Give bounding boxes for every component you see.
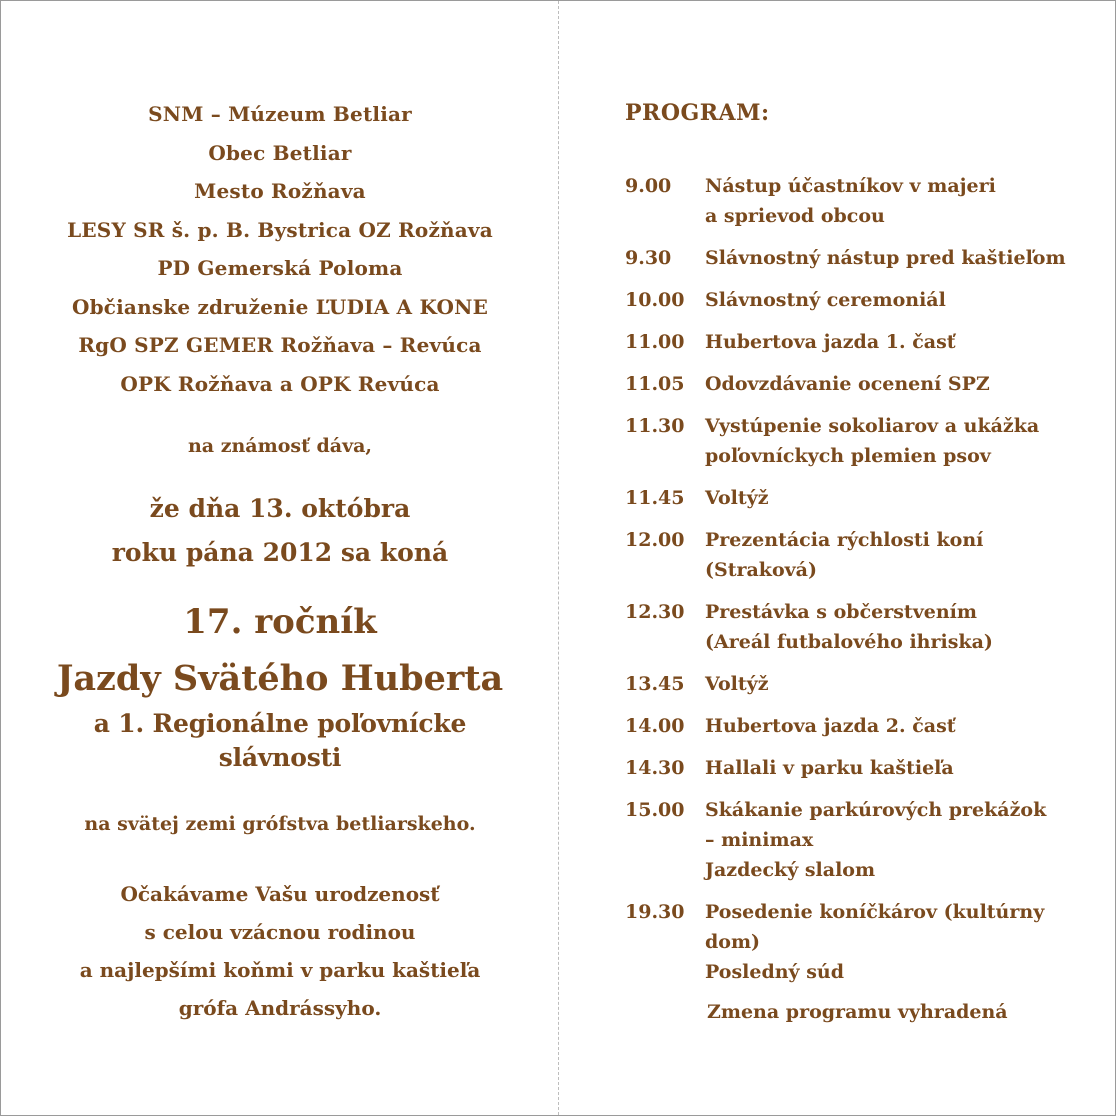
invitation-text bbox=[41, 875, 519, 1027]
schedule-line: Posledný súd bbox=[705, 961, 845, 983]
schedule-row bbox=[625, 753, 1085, 783]
schedule-description bbox=[705, 411, 1085, 471]
invite-line: grófa Andrássyho. bbox=[178, 996, 382, 1020]
schedule-line: Voltýž bbox=[705, 673, 769, 695]
event-subtitle: a 1. Regionálne poľovnícke slávnosti bbox=[93, 709, 467, 772]
announce-text: na známosť dáva, bbox=[187, 435, 373, 457]
schedule-line: Prestávka s občerstvením bbox=[705, 601, 977, 623]
left-panel bbox=[41, 95, 519, 1027]
invite-line: Očakávame Vašu urodzenosť bbox=[120, 882, 440, 906]
schedule-row bbox=[625, 369, 1085, 399]
organizer: LESY SR š. p. B. Bystrica OZ Rožňava bbox=[67, 217, 493, 242]
schedule-description bbox=[705, 327, 1085, 357]
schedule-time: 9.30 bbox=[625, 247, 672, 269]
event-date bbox=[41, 487, 519, 575]
schedule-time: 13.45 bbox=[625, 673, 685, 695]
date-line: že dňa 13. októbra bbox=[149, 494, 411, 523]
organizers-list bbox=[41, 95, 519, 403]
schedule-line: Jazdecký slalom bbox=[705, 859, 876, 881]
schedule-description bbox=[705, 897, 1085, 987]
edition-title: 17. ročník bbox=[183, 602, 377, 642]
organizer: Občianske združenie ĽUDIA A KONE bbox=[71, 294, 489, 319]
schedule-line: – minimax bbox=[705, 829, 814, 851]
schedule-row bbox=[625, 171, 1085, 231]
schedule-description bbox=[705, 669, 1085, 699]
schedule-row bbox=[625, 243, 1085, 273]
schedule-description bbox=[705, 795, 1085, 885]
program-heading: PROGRAM: bbox=[625, 100, 770, 126]
schedule-row bbox=[625, 711, 1085, 741]
schedule-description bbox=[705, 171, 1085, 231]
schedule-description bbox=[705, 285, 1085, 315]
schedule-line: Voltýž bbox=[705, 487, 769, 509]
schedule-line: Slávnostný nástup pred kaštieľom bbox=[705, 247, 1066, 269]
schedule-line: Nástup účastníkov v majeri bbox=[705, 175, 996, 197]
schedule-row bbox=[625, 669, 1085, 699]
right-panel bbox=[625, 97, 1085, 987]
schedule-row bbox=[625, 597, 1085, 657]
schedule-description bbox=[705, 483, 1085, 513]
schedule-line: Hubertova jazda 1. časť bbox=[705, 331, 956, 353]
location-text: na svätej zemi grófstva betliarskeho. bbox=[84, 813, 476, 835]
schedule-row bbox=[625, 285, 1085, 315]
schedule-line: Skákanie parkúrových prekážok bbox=[705, 799, 1047, 821]
organizer: OPK Rožňava a OPK Revúca bbox=[120, 371, 440, 396]
program-schedule bbox=[625, 171, 1085, 987]
schedule-time: 15.00 bbox=[625, 799, 685, 821]
schedule-time: 14.30 bbox=[625, 757, 685, 779]
schedule-line: Hallali v parku kaštieľa bbox=[705, 757, 954, 779]
invite-line: s celou vzácnou rodinou bbox=[144, 920, 416, 944]
organizer: Mesto Rožňava bbox=[194, 179, 366, 203]
organizer: PD Gemerská Poloma bbox=[157, 256, 403, 280]
schedule-line: poľovníckych plemien psov bbox=[705, 445, 991, 467]
schedule-row bbox=[625, 525, 1085, 585]
schedule-row bbox=[625, 897, 1085, 987]
schedule-time: 11.45 bbox=[625, 487, 685, 509]
schedule-time: 14.00 bbox=[625, 715, 685, 737]
schedule-line: Hubertova jazda 2. časť bbox=[705, 715, 956, 737]
schedule-row bbox=[625, 795, 1085, 885]
schedule-row bbox=[625, 327, 1085, 357]
fold-line bbox=[558, 1, 559, 1115]
schedule-line: (Areál futbalového ihriska) bbox=[705, 631, 993, 653]
schedule-time: 10.00 bbox=[625, 289, 685, 311]
schedule-description bbox=[705, 597, 1085, 657]
schedule-row bbox=[625, 483, 1085, 513]
organizer: RgO SPZ GEMER Rožňava – Revúca bbox=[78, 333, 482, 357]
schedule-time: 11.00 bbox=[625, 331, 685, 353]
schedule-time: 9.00 bbox=[625, 175, 672, 197]
schedule-description bbox=[705, 753, 1085, 783]
schedule-description bbox=[705, 369, 1085, 399]
organizer: Obec Betliar bbox=[208, 140, 352, 165]
event-title: Jazdy Svätého Huberta bbox=[56, 658, 504, 699]
organizer: SNM – Múzeum Betliar bbox=[148, 102, 412, 126]
schedule-line: Odovzdávanie ocenení SPZ bbox=[705, 373, 990, 395]
schedule-time: 12.30 bbox=[625, 601, 685, 623]
schedule-time: 12.00 bbox=[625, 529, 685, 551]
program-change-note: Zmena programu vyhradená bbox=[707, 1001, 1008, 1023]
schedule-description bbox=[705, 525, 1085, 585]
schedule-line: Posedenie koníčkárov (kultúrny dom) bbox=[705, 901, 1045, 953]
schedule-time: 11.30 bbox=[625, 415, 685, 437]
schedule-description bbox=[705, 243, 1085, 273]
schedule-line: Prezentácia rýchlosti koní (Straková) bbox=[705, 529, 984, 581]
date-line: roku pána 2012 sa koná bbox=[111, 538, 449, 567]
schedule-time: 11.05 bbox=[625, 373, 685, 395]
schedule-line: a sprievod obcou bbox=[705, 205, 885, 227]
schedule-description bbox=[705, 711, 1085, 741]
schedule-time: 19.30 bbox=[625, 901, 685, 923]
schedule-row bbox=[625, 411, 1085, 471]
schedule-line: Vystúpenie sokoliarov a ukážka bbox=[705, 415, 1040, 437]
schedule-line: Slávnostný ceremoniál bbox=[705, 289, 946, 311]
invite-line: a najlepšími koňmi v parku kaštieľa bbox=[79, 958, 481, 982]
